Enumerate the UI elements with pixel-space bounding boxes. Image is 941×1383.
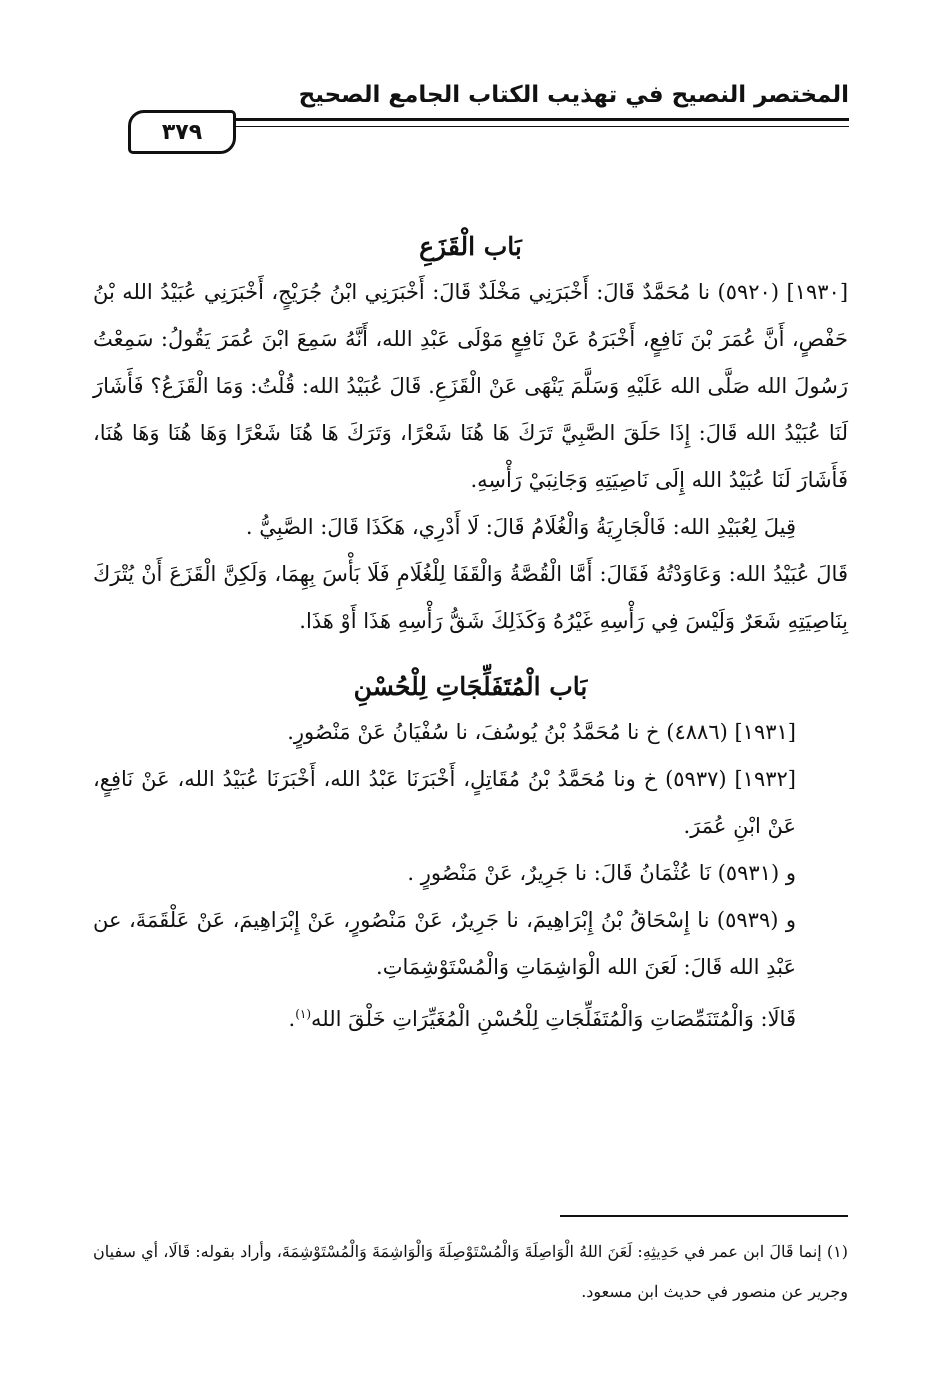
footnote-separator: [560, 1215, 848, 1217]
hadith-paragraph-1931: [١٩٣١] (٤٨٨٦) خ نا مُحَمَّدُ بْنُ يُوسُفَ، نا سُفْيَانُ عَنْ مَنْصُورٍ.: [287, 720, 796, 744]
paragraph-qussa: قَالَ عُبَيْدُ الله: وَعَاوَدْتُهُ فَقَالَ: أَمَّا الْقُصَّةُ وَالْقَفَا لِلْغُلَامِ فَلَا بَأْسَ بِهِمَا، وَلَكِنَّ الْقَزَعَ أَنْ يُتْرَكَ بِنَاصِيَتِهِ شَعَرٌ وَلَيْسَ فِي رَأْسِهِ غَيْرُهُ وَكَذَلِكَ شَقُّ رَأْسِهِ هَذَا أَوْ هَذَا.: [93, 562, 848, 633]
footnote: [93, 1232, 848, 1312]
hadith-paragraph-1932: [١٩٣٢] (٥٩٣٧) خ ونا مُحَمَّدُ بْنُ مُقَاتِلٍ، أَخْبَرَنَا عَبْدُ الله، أَخْبَرَنَا عُبَيْدُ الله، عَنْ نَافِعٍ، عَنْ ابْنِ عُمَرَ.: [93, 767, 796, 838]
section-gap: [93, 645, 848, 665]
footnote-text: إنما قَالَ ابن عمر في حَدِيثِهِ: لَعَنَ اللهُ الْوَاصِلَةَ وَالْمُسْتَوْصِلَةَ وَالْوَاشِمَةَ وَالْمُسْتَوْشِمَةَ، وأراد بقوله: قَالَا، أي سفيان وجرير عن منصور في حديث ابن مسعود.: [93, 1242, 848, 1301]
header-rule-thick: [235, 118, 849, 121]
page-number-frame: [128, 110, 236, 154]
paragraph-qala: قَالَا: وَالْمُتَنَمِّصَاتِ وَالْمُتَفَلِّجَاتِ لِلْحُسْنِ الْمُغَيِّرَاتِ خَلْقَ الله$^{(١)}$.: [288, 1007, 796, 1031]
footnote-reference[interactable]: (١): [295, 1007, 312, 1021]
page-number: ٣٧٩: [161, 119, 203, 145]
header-rule-thin: [235, 126, 849, 127]
hadith-paragraph-1930: [١٩٣٠] (٥٩٢٠) نا مُحَمَّدٌ قَالَ: أَخْبَرَنِي مَخْلَدٌ قَالَ: أَخْبَرَنِي ابْنُ جُرَيْجٍ، أَخْبَرَنِي عُبَيْدُ الله بْنُ حَفْصٍ، أَنَّ عُمَرَ بْنَ نَافِعٍ، أَخْبَرَهُ عَنْ نَافِعٍ مَوْلَى عَبْدِ الله، أَنَّهُ سَمِعَ ابْنَ عُمَرَ يَقُولُ: سَمِعْتُ رَسُولَ الله صَلَّى الله عَلَيْهِ وَسَلَّمَ يَنْهَى عَنْ الْقَزَعِ. قَالَ عُبَيْدُ الله: قُلْتُ: وَمَا الْقَزَعُ؟ فَأَشَارَ لَنَا عُبَيْدُ الله قَالَ: إِذَا حَلَقَ الصَّبِيَّ تَرَكَ هَا هُنَا شَعْرًا، وَتَرَكَ هَا هُنَا شَعْرًا وَهَا هُنَا وَهَا هُنَا، فَأَشَارَ لَنَا عُبَيْدُ الله إِلَى نَاصِيَتِهِ وَجَانِبَيْ رَأْسِهِ.: [93, 280, 849, 492]
paragraph-qala-text: قَالَا: وَالْمُتَنَمِّصَاتِ وَالْمُتَفَلِّجَاتِ لِلْحُسْنِ الْمُغَيِّرَاتِ خَلْقَ الله: [311, 1007, 796, 1031]
running-header-title: المختصر النصيح في تهذيب الكتاب الجامع الصحيح: [298, 82, 849, 108]
footnote-mark: (١): [826, 1242, 848, 1261]
chapter-heading-mutafallijat: بَاب الْمُتَفَلِّجَاتِ لِلْحُسْنِ: [353, 672, 588, 701]
paragraph-5939: و (٥٩٣٩) نا إِسْحَاقُ بْنُ إِبْرَاهِيمَ، نا جَرِيرٌ، عَنْ مَنْصُورٍ، عَنْ إِبْرَاهِيمَ، عَنْ عَلْقَمَةَ، عن عَبْدِ الله قَالَ: لَعَنَ الله الْوَاشِمَاتِ وَالْمُسْتَوْشِمَاتِ.: [93, 908, 797, 979]
chapter-heading-qaza: بَاب الْقَزَعِ: [419, 232, 522, 261]
paragraph-5931: و (٥٩٣١) نَا عُثْمَانُ قَالَ: نا جَرِيرٌ، عَنْ مَنْصُورٍ .: [407, 861, 796, 885]
paragraph-jariya: قِيلَ لِعُبَيْدِ الله: فَالْجَارِيَةُ وَالْغُلَامُ قَالَ: لَا أَدْرِي، هَكَذَا قَالَ: الصَّبِيُّ .: [245, 515, 796, 539]
page-body: [93, 225, 848, 1043]
